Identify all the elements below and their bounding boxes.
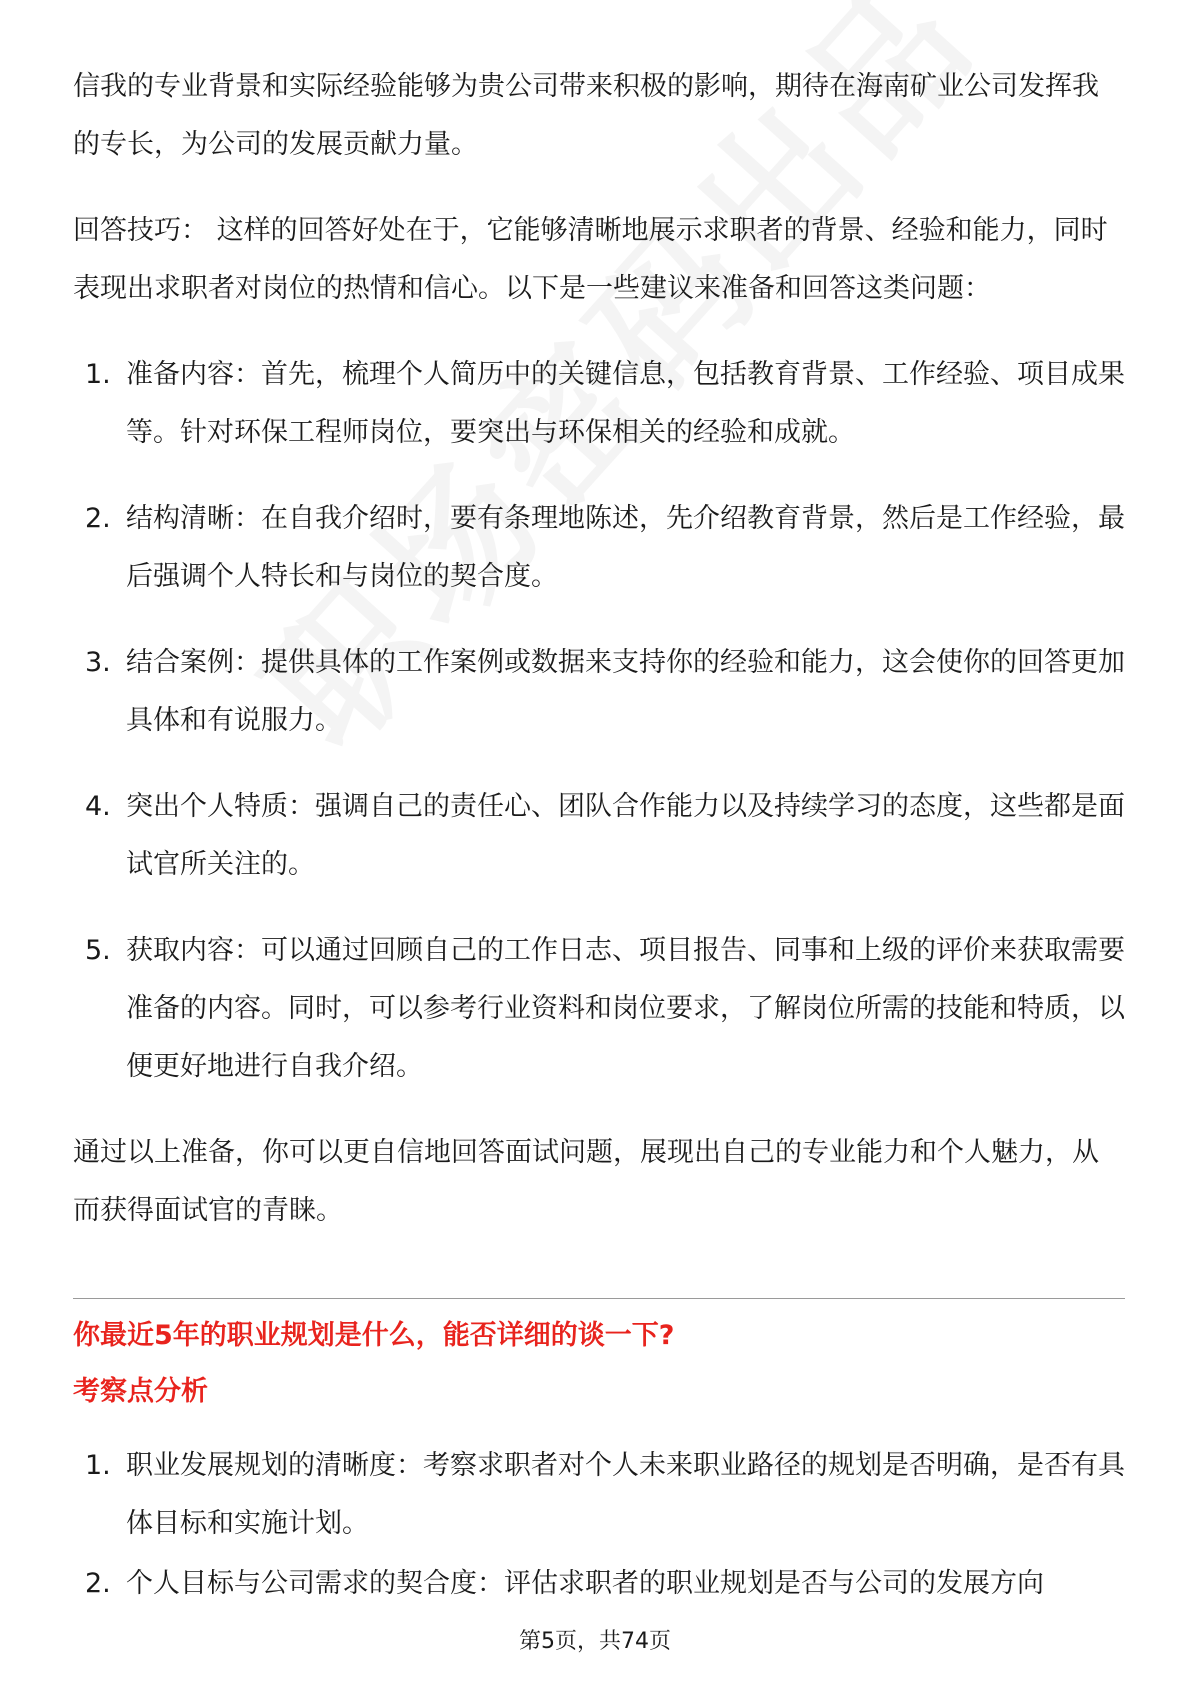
list-number: 5. <box>85 935 111 966</box>
intro-paragraph: 信我的专业背景和实际经验能够为贵公司带来积极的影响，期待在海南矿业公司发挥我的专长，为公司的发展贡献力量。 <box>73 71 1099 160</box>
analysis-heading: 考察点分析 <box>73 1376 208 1407</box>
list-item-text: 结合案例：提供具体的工作案例或数据来支持你的经验和能力，这会使你的回答更加具体和有说服力。 <box>126 647 1125 736</box>
list-item <box>73 490 1125 606</box>
question-heading: 你最近5年的职业规划是什么，能否详细的谈一下? <box>73 1320 675 1351</box>
list-item-text: 职业发展规划的清晰度：考察求职者对个人未来职业路径的规划是否明确，是否有具体目标和实施计划。 <box>126 1450 1125 1539</box>
list-item <box>73 778 1125 894</box>
list-item <box>73 1437 1125 1553</box>
list-item-text: 个人目标与公司需求的契合度：评估求职者的职业规划是否与公司的发展方向 <box>126 1568 1044 1599</box>
list-item <box>73 634 1125 750</box>
list-item <box>73 922 1125 1096</box>
list-number: 1. <box>85 1450 111 1481</box>
tips-paragraph: 回答技巧： 这样的回答好处在于，它能够清晰地展示求职者的背景、经验和能力，同时表现出求职者对岗位的热情和信心。以下是一些建议来准备和回答这类问题： <box>73 215 1108 304</box>
section-divider <box>73 1298 1125 1299</box>
list-item <box>73 1555 1125 1613</box>
list-item <box>73 346 1125 462</box>
list-number: 2. <box>85 503 111 534</box>
list-item-text: 结构清晰：在自我介绍时，要有条理地陈述，先介绍教育背景，然后是工作经验，最后强调个人特长和与岗位的契合度。 <box>126 503 1125 592</box>
analysis-list <box>73 1437 1125 1613</box>
list-item-text: 获取内容：可以通过回顾自己的工作日志、项目报告、同事和上级的评价来获取需要准备的内容。同时，可以参考行业资料和岗位要求，了解岗位所需的技能和特质，以便更好地进行自我介绍。 <box>126 935 1125 1082</box>
tips-list <box>73 346 1125 1096</box>
list-item-text: 突出个人特质：强调自己的责任心、团队合作能力以及持续学习的态度，这些都是面试官所关注的。 <box>126 791 1125 880</box>
list-number: 2. <box>85 1568 111 1599</box>
page-footer: 第5页，共74页 <box>519 1629 671 1654</box>
list-item-text: 准备内容：首先，梳理个人简历中的关键信息，包括教育背景、工作经验、项目成果等。针对环保工程师岗位，要突出与环保相关的经验和成就。 <box>126 359 1125 448</box>
closing-paragraph: 通过以上准备，你可以更自信地回答面试问题，展现出自己的专业能力和个人魅力，从而获得面试官的青睐。 <box>73 1137 1099 1226</box>
list-number: 4. <box>85 791 111 822</box>
list-number: 3. <box>85 647 111 678</box>
page-content <box>73 58 1125 1613</box>
list-number: 1. <box>85 359 111 390</box>
